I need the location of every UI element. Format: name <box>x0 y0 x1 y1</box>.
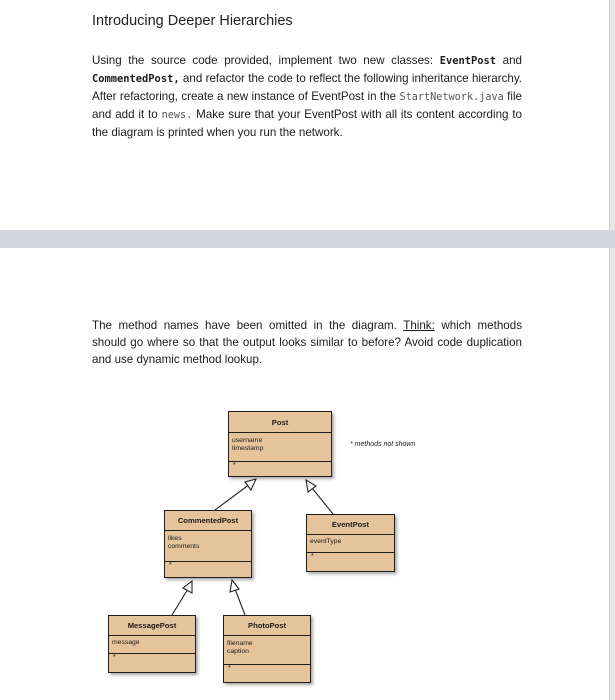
inheritance-line <box>235 589 245 615</box>
uml-class-name: MessagePost <box>109 616 195 636</box>
inheritance-arrowhead <box>230 580 239 592</box>
inheritance-line <box>312 488 333 514</box>
inheritance-arrowhead <box>245 479 256 490</box>
inheritance-arrowhead <box>306 480 316 492</box>
section-heading: Introducing Deeper Hierarchies <box>92 13 293 29</box>
uml-attribute: filename <box>227 640 253 647</box>
uml-class-name: PhotoPost <box>224 616 310 636</box>
instructions-paragraph: Using the source code provided, implement two new classes: EventPost and CommentedPost, and refactor the code to reflect the following inheritance hierarchy. After refactoring, create a new instance of EventPost in the StartNetwork.java file and add it to news. Make sure that your EventPost with all its content according to the diagram is printed when you run the network. <box>92 54 523 139</box>
inheritance-arrowhead <box>183 581 192 593</box>
uml-attribute: comments <box>168 543 200 550</box>
uml-methods: * <box>113 654 116 661</box>
uml-methods: * <box>233 462 236 469</box>
uml-methods: * <box>228 665 231 672</box>
uml-attribute: caption <box>227 648 249 655</box>
uml-attribute: likes <box>168 535 182 542</box>
class-name-commentedpost: CommentedPost, <box>92 73 180 85</box>
variable-news: news. <box>161 110 193 121</box>
inheritance-line <box>215 484 250 510</box>
think-label: Think: <box>403 319 435 332</box>
uml-class-name: CommentedPost <box>165 511 251 531</box>
uml-attribute: message <box>112 639 140 646</box>
uml-class-name: EventPost <box>307 515 394 535</box>
uml-methods: * <box>169 562 172 569</box>
diagram-note: * methods not shown <box>350 441 416 448</box>
uml-methods: * <box>311 553 314 560</box>
class-name-eventpost: EventPost <box>439 55 497 67</box>
uml-attribute: eventType <box>310 538 342 545</box>
uml-class-name: Post <box>229 412 331 433</box>
file-name-startnetwork: StartNetwork.java <box>399 92 504 103</box>
uml-attribute: timestamp <box>232 445 264 452</box>
uml-attribute: username <box>232 437 263 444</box>
method-hint-paragraph: The method names have been omitted in the diagram. Think: which methods should go where so that the output looks similar to before? Avoid code duplication and use dynamic method lookup. <box>92 319 522 366</box>
inheritance-line <box>172 589 188 615</box>
